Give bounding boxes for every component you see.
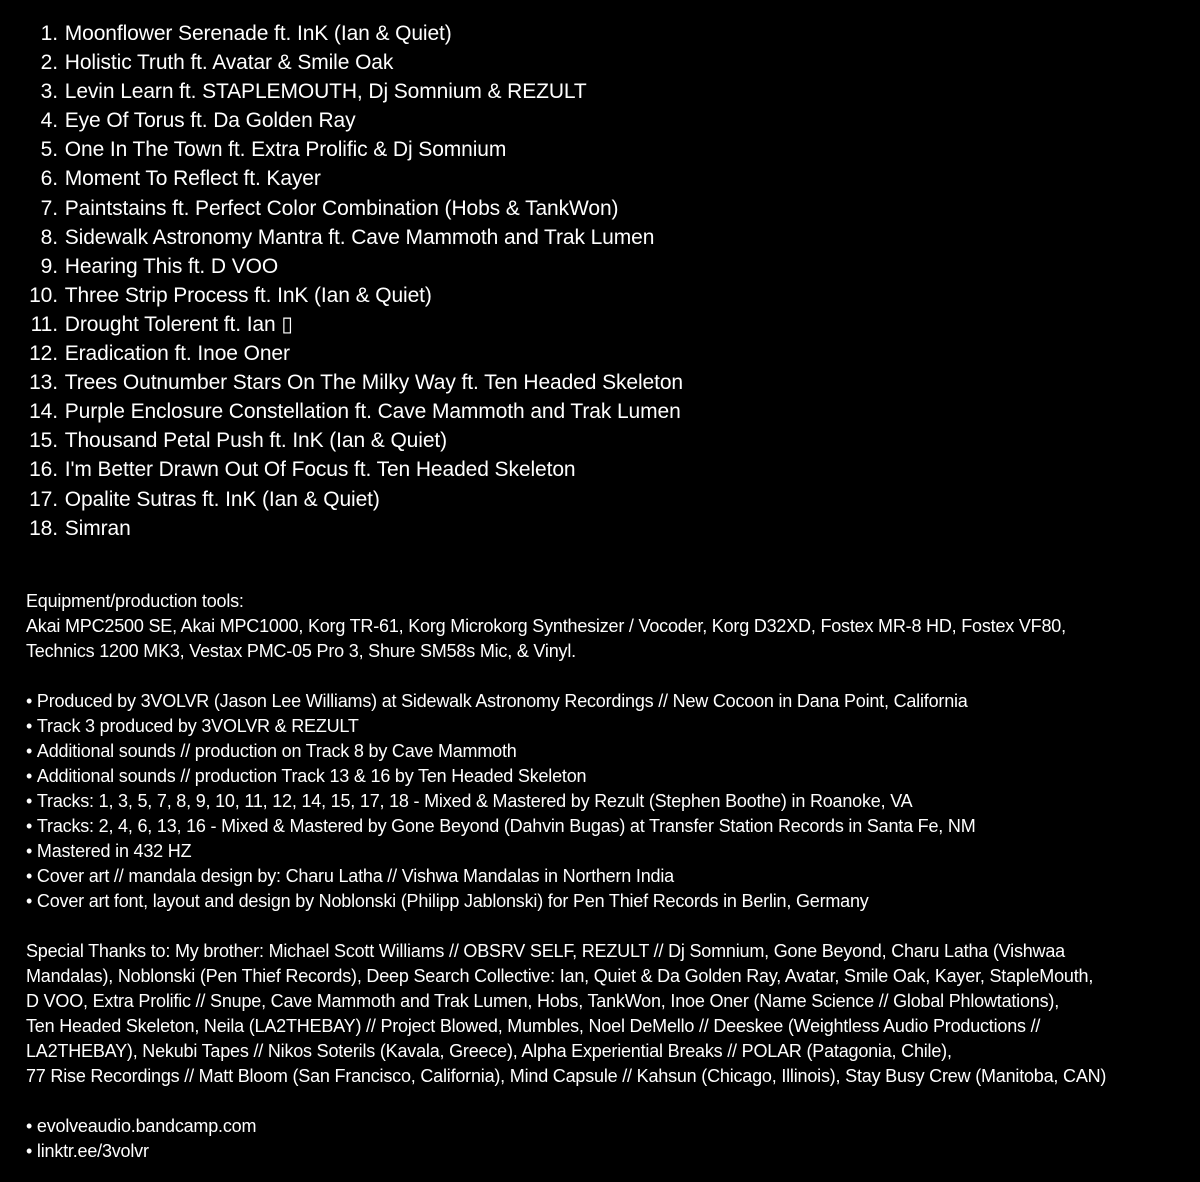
credits-section bbox=[26, 589, 1198, 1164]
track-number: 11. bbox=[30, 312, 58, 336]
track-title: I'm Better Drawn Out Of Focus ft. Ten Headed Skeleton bbox=[64, 458, 576, 482]
track-item bbox=[24, 164, 683, 193]
credit-item: • Additional sounds // production on Track 8 by Cave Mammoth bbox=[26, 739, 1198, 764]
credit-item: • Cover art font, layout and design by Noblonski (Philipp Jablonski) for Pen Thief Records in Berlin, Germany bbox=[26, 889, 1198, 914]
track-item bbox=[24, 135, 683, 164]
track-number: 15. bbox=[29, 429, 58, 453]
track-title: Moonflower Serenade ft. InK (Ian & Quiet) bbox=[64, 22, 452, 45]
track-number: 6. bbox=[40, 167, 58, 191]
track-number: 17. bbox=[29, 487, 58, 511]
thanks-line: 77 Rise Recordings // Matt Bloom (San Francisco, California), Mind Capsule // Kahsun (Chicago, Illinois), Stay Busy Crew (Manitoba, CAN) bbox=[26, 1066, 1107, 1086]
credit-item: • Cover art // mandala design by: Charu Latha // Vishwa Mandalas in Northern India bbox=[26, 864, 1198, 889]
credit-item: • Mastered in 432 HZ bbox=[26, 839, 1198, 864]
track-title: Eye Of Torus ft. Da Golden Ray bbox=[64, 109, 356, 133]
track-title: Purple Enclosure Constellation ft. Cave Mammoth and Trak Lumen bbox=[64, 400, 681, 424]
track-number: 3. bbox=[40, 80, 58, 104]
track-title: Moment To Reflect ft. Kayer bbox=[64, 167, 321, 191]
track-title: Simran bbox=[64, 516, 131, 540]
credit-item: • Track 3 produced by 3VOLVR & REZULT bbox=[26, 714, 1198, 739]
track-title: Opalite Sutras ft. InK (Ian & Quiet) bbox=[64, 487, 380, 511]
equipment-heading: Equipment/production tools: bbox=[26, 591, 244, 611]
equipment-block bbox=[26, 589, 1198, 664]
track-title: Hearing This ft. D VOO bbox=[64, 254, 279, 278]
track-number: 12. bbox=[29, 342, 58, 366]
track-title: Eradication ft. Inoe Oner bbox=[64, 342, 290, 366]
track-title: Sidewalk Astronomy Mantra ft. Cave Mammoth and Trak Lumen bbox=[64, 225, 655, 249]
track-number: 10. bbox=[29, 283, 58, 307]
track-number: 8. bbox=[40, 225, 58, 249]
linktree-link: • linktr.ee/3volvr bbox=[26, 1139, 1198, 1164]
track-number: 1. bbox=[40, 22, 58, 45]
track-item bbox=[24, 19, 683, 48]
track-number: 16. bbox=[29, 458, 58, 482]
track-item bbox=[24, 485, 683, 514]
track-item bbox=[24, 426, 683, 455]
tracklist bbox=[24, 19, 683, 543]
thanks-line: Special Thanks to: My brother: Michael Scott Williams // OBSRV SELF, REZULT // Dj Somnium, Gone Beyond, Charu Latha (Vishwaa bbox=[26, 941, 1065, 961]
thanks-line: Ten Headed Skeleton, Neila (LA2THEBAY) // Project Blowed, Mumbles, Noel DeMello // Deeskee (Weightless Audio Productions // bbox=[26, 1016, 1041, 1036]
equipment-line: Akai MPC2500 SE, Akai MPC1000, Korg TR-61, Korg Microkorg Synthesizer / Vocoder, Korg D32XD, Fostex MR-8 HD, Fostex VF80, bbox=[26, 616, 1066, 636]
track-item bbox=[24, 455, 683, 484]
track-number: 7. bbox=[40, 196, 58, 220]
track-number: 2. bbox=[40, 51, 58, 75]
thanks-line: Mandalas), Noblonski (Pen Thief Records), Deep Search Collective: Ian, Quiet & Da Golden Ray, Avatar, Smile Oak, Kayer, StapleMouth, bbox=[26, 966, 1094, 986]
track-title: Trees Outnumber Stars On The Milky Way ft. Ten Headed Skeleton bbox=[64, 371, 683, 395]
track-title: Holistic Truth ft. Avatar & Smile Oak bbox=[64, 51, 394, 75]
track-number: 5. bbox=[40, 138, 58, 162]
track-item bbox=[24, 339, 683, 368]
track-item bbox=[24, 514, 683, 543]
track-item bbox=[24, 223, 683, 252]
track-number: 14. bbox=[29, 400, 58, 424]
track-number: 9. bbox=[40, 254, 58, 278]
credit-item: • Tracks: 2, 4, 6, 13, 16 - Mixed & Mastered by Gone Beyond (Dahvin Bugas) at Transfer Station Records in Santa Fe, NM bbox=[26, 814, 1198, 839]
track-title: Three Strip Process ft. InK (Ian & Quiet) bbox=[64, 283, 432, 307]
track-item bbox=[24, 281, 683, 310]
track-title: Drought Tolerent ft. Ian ▯ bbox=[64, 312, 293, 336]
track-item bbox=[24, 310, 683, 339]
track-title: Paintstains ft. Perfect Color Combination (Hobs & TankWon) bbox=[64, 196, 619, 220]
links-list bbox=[26, 1114, 1198, 1164]
credit-item: • Tracks: 1, 3, 5, 7, 8, 9, 10, 11, 12, 14, 15, 17, 18 - Mixed & Mastered by Rezult (Stephen Boothe) in Roanoke, VA bbox=[26, 789, 1198, 814]
track-item bbox=[24, 368, 683, 397]
track-item bbox=[24, 48, 683, 77]
thanks-line: D VOO, Extra Prolific // Snupe, Cave Mammoth and Trak Lumen, Hobs, TankWon, Inoe Oner (Name Science // Global Phlowtations), bbox=[26, 991, 1059, 1011]
track-title: Levin Learn ft. STAPLEMOUTH, Dj Somnium & REZULT bbox=[64, 80, 587, 104]
track-number: 13. bbox=[29, 371, 58, 395]
track-item bbox=[24, 252, 683, 281]
track-number: 18. bbox=[29, 516, 58, 540]
special-thanks-block bbox=[26, 939, 1198, 1089]
track-item bbox=[24, 194, 683, 223]
credit-item: • Additional sounds // production Track 13 & 16 by Ten Headed Skeleton bbox=[26, 764, 1198, 789]
track-item bbox=[24, 77, 683, 106]
track-title: Thousand Petal Push ft. InK (Ian & Quiet) bbox=[64, 429, 448, 453]
track-number: 4. bbox=[40, 109, 58, 133]
production-credits-list bbox=[26, 689, 1198, 914]
bandcamp-link: • evolveaudio.bandcamp.com bbox=[26, 1114, 1198, 1139]
credit-item: • Produced by 3VOLVR (Jason Lee Williams) at Sidewalk Astronomy Recordings // New Cocoon in Dana Point, California bbox=[26, 689, 1198, 714]
track-title: One In The Town ft. Extra Prolific & Dj Somnium bbox=[64, 138, 507, 162]
equipment-line: Technics 1200 MK3, Vestax PMC-05 Pro 3, Shure SM58s Mic, & Vinyl. bbox=[26, 641, 576, 661]
track-item bbox=[24, 397, 683, 426]
thanks-line: LA2THEBAY), Nekubi Tapes // Nikos Soterils (Kavala, Greece), Alpha Experiential Breaks // POLAR (Patagonia, Chile), bbox=[26, 1041, 952, 1061]
track-item bbox=[24, 106, 683, 135]
